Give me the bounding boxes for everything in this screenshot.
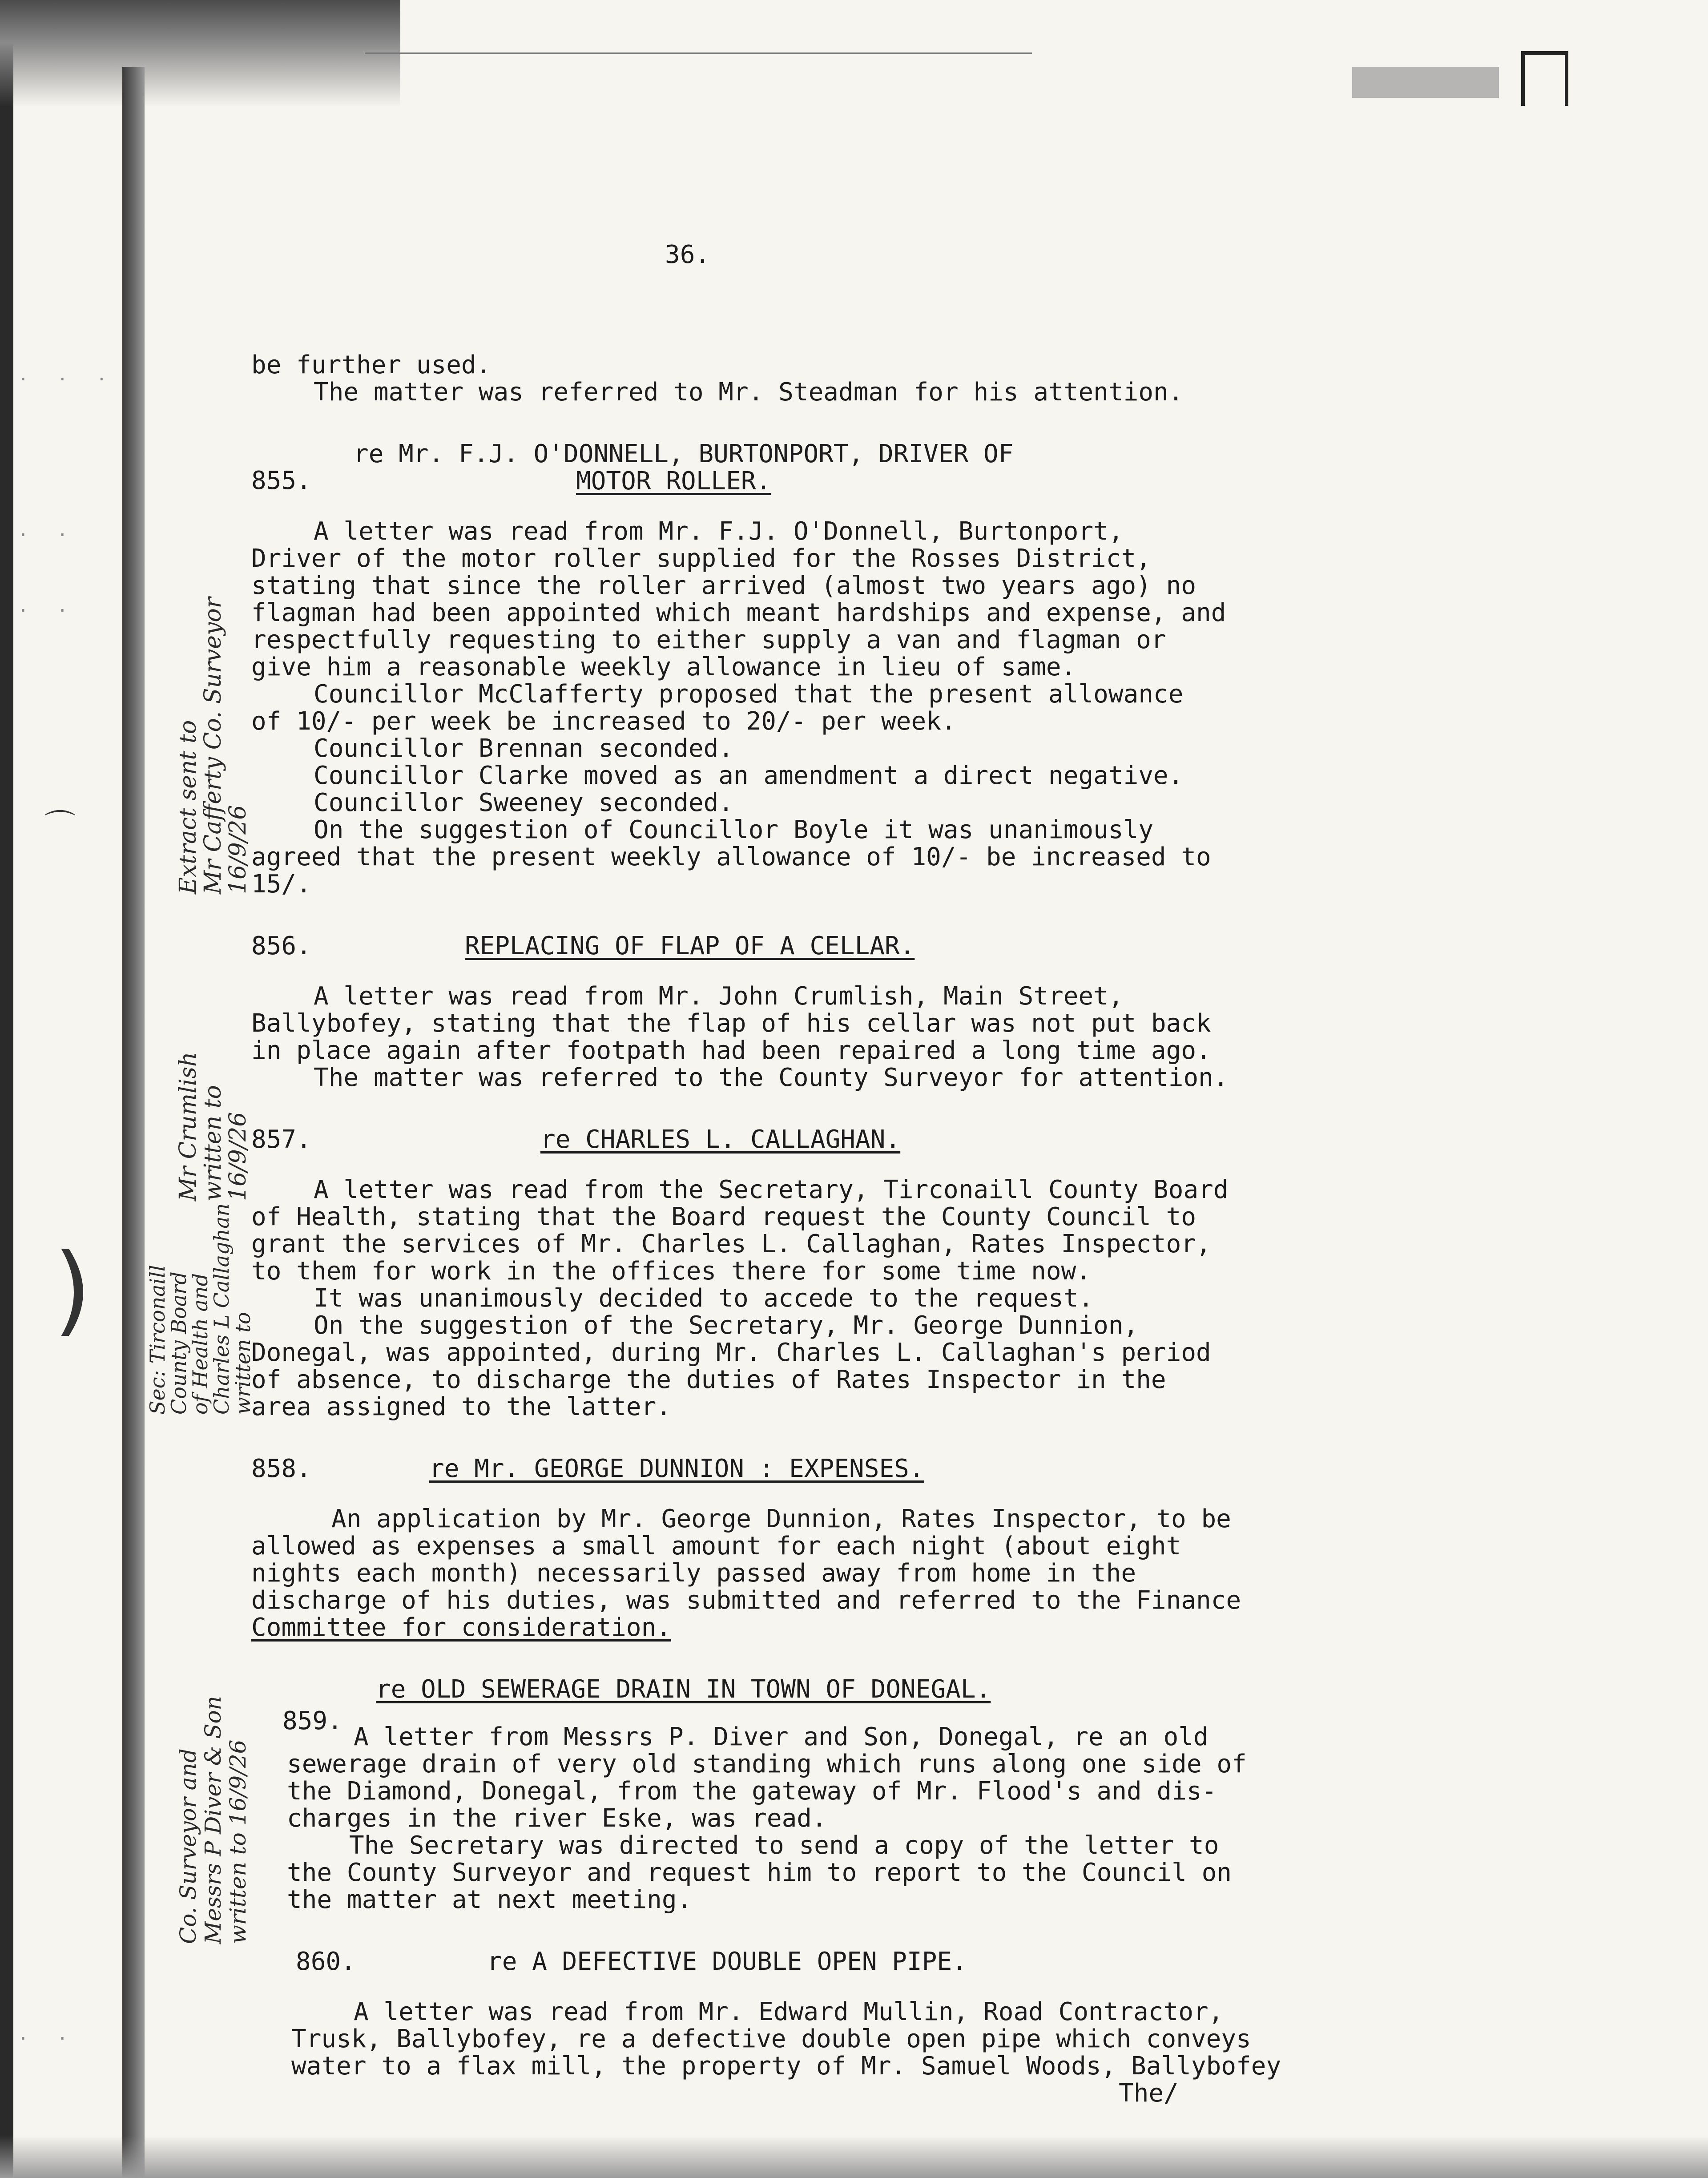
minute-line: 15/. (251, 870, 311, 899)
minute-line: On the suggestion of Councillor Boyle it was unanimously (314, 815, 1154, 844)
minute-title: re Mr. GEORGE DUNNION : EXPENSES. (429, 1454, 924, 1483)
minute-line: respectfully requesting to either supply a van and flagman or (251, 625, 1166, 654)
minute-line: the matter at next meeting. (287, 1885, 692, 1914)
minute-line: Councillor Clarke moved as an amendment a direct negative. (314, 761, 1184, 790)
minute-number: 859. (282, 1706, 342, 1735)
minute-line: the County Surveyor and request him to report to the Council on (287, 1858, 1232, 1887)
minute-line: The Secretary was directed to send a copy of the letter to (349, 1831, 1219, 1860)
minute-line: sewerage drain of very old standing which runs along one side of (287, 1750, 1247, 1779)
minute-860 (251, 1948, 1363, 2107)
scan-smudge-top-left (0, 0, 400, 107)
minute-line: Ballybofey, stating that the flap of his cellar was not put back (251, 1009, 1211, 1038)
minute-title-line2: MOTOR ROLLER. (576, 467, 771, 496)
minute-line: in place again after footpath had been repaired a long time ago. (251, 1036, 1211, 1065)
minute-title: re OLD SEWERAGE DRAIN IN TOWN OF DONEGAL. (376, 1675, 991, 1704)
minutes-body (251, 351, 1363, 2107)
margin-speck: · · (18, 601, 77, 621)
minute-line: Trusk, Ballybofey, re a defective double open pipe which conveys (291, 2025, 1251, 2053)
scan-smudge-top-right (1352, 67, 1499, 98)
minute-line: Committee for consideration. (251, 1613, 672, 1642)
minute-line: A letter was read from the Secretary, Tirconaill County Board (314, 1175, 1229, 1204)
minute-heading (251, 932, 1363, 960)
scan-edge (0, 0, 13, 2178)
minute-line: Driver of the motor roller supplied for the Rosses District, (251, 544, 1151, 573)
minute-line: Councillor McClafferty proposed that the present allowance (314, 680, 1184, 709)
minute-heading (251, 1126, 1363, 1153)
minute-line: agreed that the present weekly allowance of 10/- be increased to (251, 843, 1211, 871)
page-number: 36. (665, 240, 710, 269)
margin-mark: ⌒ (44, 807, 76, 844)
scan-smudge-bottom (0, 2135, 1708, 2178)
minute-number: 857. (251, 1125, 311, 1154)
binding-shadow (122, 67, 145, 2178)
minute-title: re A DEFECTIVE DOUBLE OPEN PIPE. (487, 1947, 967, 1976)
minute-line: give him a reasonable weekly allowance in lieu of same. (251, 653, 1076, 682)
minute-line: area assigned to the latter. (251, 1392, 672, 1421)
minute-title-line1: re Mr. F.J. O'DONNELL, BURTONPORT, DRIVER OF (354, 440, 1014, 468)
continuation-line: be further used. (251, 351, 491, 379)
minute-line: discharge of his duties, was submitted and referred to the Finance (251, 1586, 1241, 1615)
minute-number: 860. (296, 1947, 356, 1976)
margin-mark: ) (53, 1232, 92, 1346)
minute-line: of Health, stating that the Board request the County Council to (251, 1202, 1196, 1231)
minute-line: allowed as expenses a small amount for each night (about eight (251, 1532, 1181, 1561)
minute-line: charges in the river Eske, was read. (287, 1804, 827, 1833)
margin-speck: · · (18, 2029, 77, 2049)
minute-line: An application by Mr. George Dunnion, Rates Inspector, to be (331, 1504, 1231, 1533)
minute-line: water to a flax mill, the property of Mr. Samuel Woods, Ballybofey (291, 2052, 1281, 2081)
minute-line: Donegal, was appointed, during Mr. Charles L. Callaghan's period (251, 1338, 1211, 1367)
minute-line: of 10/- per week be increased to 20/- per week. (251, 707, 956, 736)
minute-number: 855. (251, 466, 311, 495)
minute-line: nights each month) necessarily passed away from home in the (251, 1559, 1136, 1588)
margin-speck: · · (18, 525, 77, 545)
minute-heading (251, 440, 1363, 495)
minute-line: The matter was referred to the County Surveyor for attention. (314, 1063, 1229, 1092)
minute-line: A letter was read from Mr. Edward Mullin, Road Contractor, (354, 1997, 1224, 2026)
minute-line: grant the services of Mr. Charles L. Callaghan, Rates Inspector, (251, 1230, 1211, 1258)
minute-heading (251, 1676, 1363, 1703)
margin-note-859: Co. Surveyor and Messrs P Diver & Son written to 16/9/26 (175, 1696, 251, 1944)
minute-line: A letter was read from Mr. F.J. O'Donnell, Burtonport, (314, 517, 1124, 546)
minute-line: to them for work in the offices there for some time now. (251, 1257, 1092, 1286)
minute-title: re CHARLES L. CALLAGHAN. (540, 1125, 901, 1154)
minute-line: On the suggestion of the Secretary, Mr. George Dunnion, (314, 1311, 1139, 1340)
catchword: The/ (1119, 2079, 1179, 2108)
continuation-line: The matter was referred to Mr. Steadman for his attention. (314, 378, 1184, 407)
margin-note-856: Mr Crumlish written to 16/9/26 (175, 1052, 251, 1201)
scan-line-top (365, 52, 1032, 54)
minute-heading (251, 1455, 1363, 1482)
minute-line: It was unanimously decided to accede to the request. (314, 1284, 1094, 1313)
minute-855 (251, 440, 1363, 898)
minute-line: the Diamond, Donegal, from the gateway of Mr. Flood's and dis- (287, 1777, 1217, 1806)
minute-line: Councillor Brennan seconded. (314, 734, 734, 763)
minute-heading (251, 1948, 1363, 1975)
minute-857 (251, 1126, 1363, 1420)
margin-note-857: Sec: Tirconaill County Board of Health and Charles L Callaghan written to (145, 1203, 255, 1415)
clip-mark (1521, 51, 1568, 106)
minute-line: A letter was read from Mr. John Crumlish, Main Street, (314, 982, 1124, 1011)
minute-number: 856. (251, 932, 311, 960)
minute-858 (251, 1455, 1363, 1641)
minute-line: of absence, to discharge the duties of Rates Inspector in the (251, 1365, 1166, 1394)
minute-line: A letter from Messrs P. Diver and Son, Donegal, re an old (354, 1722, 1208, 1751)
minute-number: 858. (251, 1454, 311, 1483)
minute-859 (251, 1676, 1363, 1913)
minute-line: flagman had been appointed which meant hardships and expense, and (251, 598, 1226, 627)
margin-speck: · · · (18, 369, 116, 390)
minute-line: Councillor Sweeney seconded. (314, 788, 734, 817)
minute-title: REPLACING OF FLAP OF A CELLAR. (465, 932, 915, 960)
minute-line: stating that since the roller arrived (almost two years ago) no (251, 571, 1196, 600)
margin-note-855: Extract sent to Mr Cafferty Co. Surveyor 16/9/26 (175, 597, 251, 894)
minute-856 (251, 932, 1363, 1091)
